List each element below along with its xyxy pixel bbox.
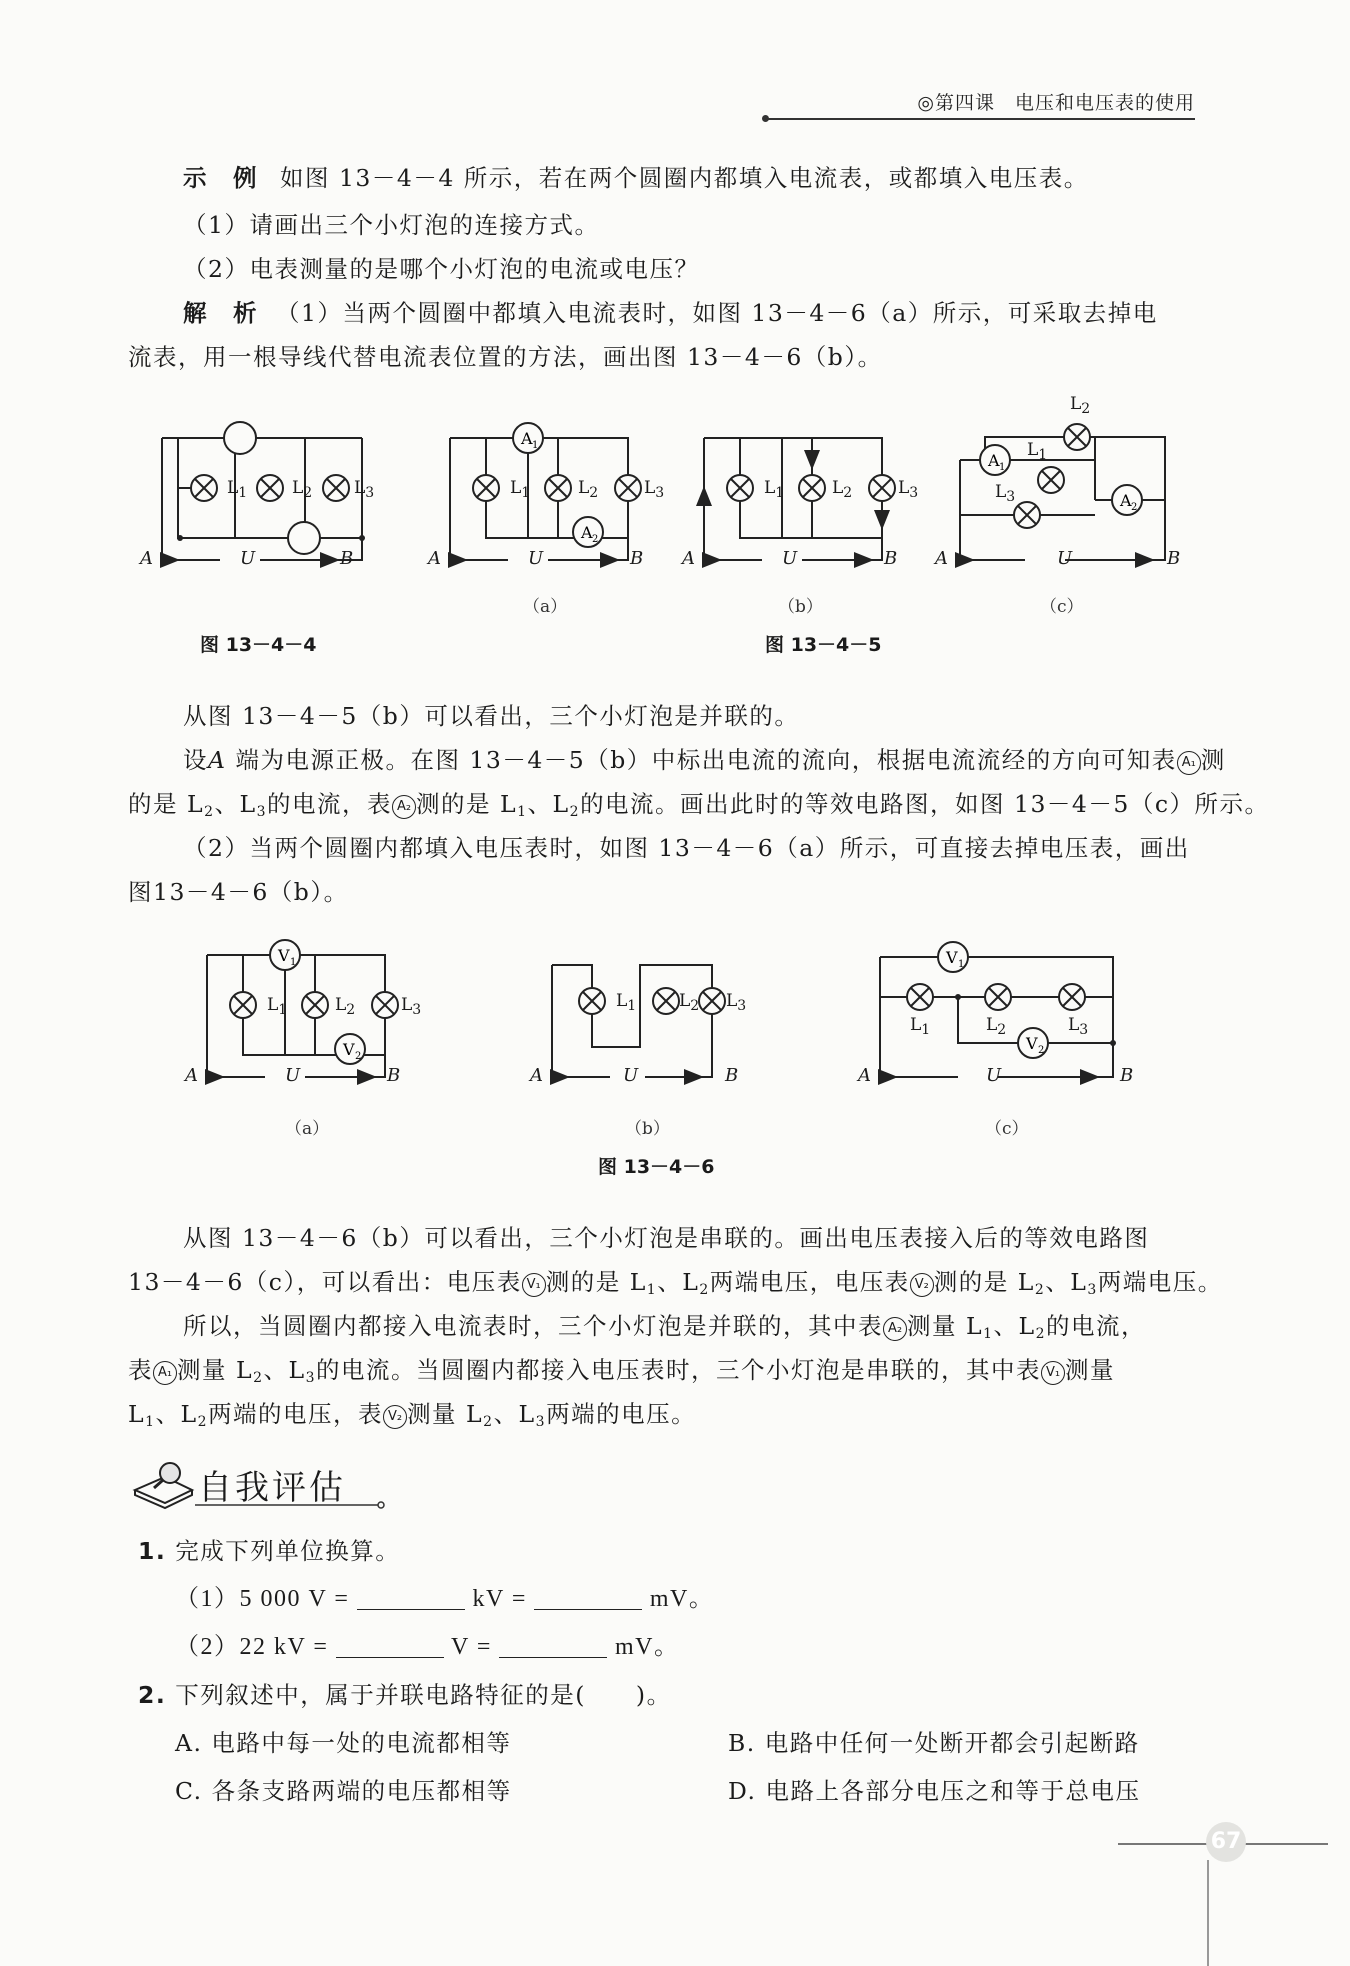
caption-c: （c） [985,1119,1029,1139]
analysis-paragraph-6b: 表 A₁ 测量 $L_2$、$L_3$的电流。当圆圈内都接入电压表时，三个小灯泡是串联的，其中表 V₁ 测量 [128,1356,1116,1386]
label-L1: $L_1$ [1027,440,1048,463]
meter-A2: A [581,523,593,542]
label-L3: $L_3$ [644,478,665,501]
label-A: A [185,1065,198,1086]
label-L2: $L_2$ [292,478,313,501]
label-U: U [285,1065,301,1086]
svg-text:2: 2 [592,534,599,545]
meter-V2: V [343,1040,355,1059]
example-question-2: （2）电表测量的是哪个小灯泡的电流或电压？ [183,255,700,283]
label-B: B [884,548,898,569]
label-L2: $L_2$ [578,478,599,501]
svg-text:1: 1 [290,957,297,968]
label-A: A [858,1065,871,1086]
label-B: B [630,548,644,569]
svg-text:2: 2 [355,1051,362,1062]
footer-vertical-rule [1207,1860,1209,1966]
answer-blank[interactable] [534,1581,642,1610]
option-b[interactable]: B. 电路中任何一处断开都会引起断路 [728,1729,1140,1757]
label-L2: $L_2$ [832,478,853,501]
figure-13-4-6a [185,935,425,1099]
label-B: B [1120,1065,1134,1086]
label-B: B [1167,548,1181,569]
label-A: A [530,1065,543,1086]
question-1: 1. 完成下列单位换算。 [138,1537,401,1565]
label-L1: $L_1$ [227,478,248,501]
caption-b: （b） [625,1119,670,1139]
analysis-paragraph-4a: （2）当两个圆圈内都填入电压表时，如图 13－4－6（a）所示，可直接去掉电压表，画出 [183,834,1190,862]
svg-text:1: 1 [532,440,539,451]
svg-text:2: 2 [1038,1045,1045,1056]
meter-V2: V [1026,1034,1038,1053]
meter-V1: V [278,946,290,965]
label-A: A [140,548,153,569]
analysis-paragraph-6a: 所以，当圆圈内都接入电流表时，三个小灯泡是并联的，其中表 A₂ 测量 $L_1$、$L_2$的电流， [183,1312,1147,1342]
label-L1: $L_1$ [510,478,531,501]
analysis-paragraph-1b: 流表，用一根导线代替电流表位置的方法，画出图 13－4－6（b）。 [128,343,883,371]
analysis-label: 解 析 [183,299,258,327]
label-U: U [1057,548,1073,569]
label-L1: $L_1$ [616,991,637,1014]
self-eval-title: 自我评估 [198,1468,346,1508]
label-L3: $L_3$ [401,995,422,1018]
label-U: U [986,1065,1002,1086]
example-paragraph [128,157,1193,199]
caption-a: （a） [523,597,568,617]
meter-A1: A [521,429,533,448]
example-question-1: （1）请画出三个小灯泡的连接方式。 [183,211,600,239]
question-2: 2. 下列叙述中，属于并联电路特征的是( )。 [138,1681,672,1709]
svg-text:1: 1 [958,959,965,970]
header-rule [765,118,1195,120]
label-L2: $L_2$ [1070,394,1091,417]
voltmeter-v1-symbol: V₁ [522,1273,546,1297]
figure-13-4-6c [858,935,1138,1099]
meter-A1: A [988,451,1000,470]
example-intro: 如图 13－4－4 所示，若在两个圆圈内都填入电流表，或都填入电压表。 [280,164,1089,192]
label-B: B [725,1065,739,1086]
svg-text:1: 1 [999,462,1006,473]
label-A: A [935,548,948,569]
label-L2: $L_2$ [986,1015,1007,1038]
option-a[interactable]: A. 电路中每一处的电流都相等 [175,1729,512,1757]
svg-text:2: 2 [1131,502,1138,513]
answer-blank[interactable] [336,1629,444,1658]
page-number: 67 [1206,1822,1246,1862]
voltmeter-v2-symbol: V₂ [383,1405,407,1429]
label-L3: $L_3$ [726,991,747,1014]
analysis-paragraph-5b: 13－4－6（c），可以看出：电压表 V₁ 测的是 $L_1$、$L_2$两端电压，电压表 V₂ 测的是 $L_2$、$L_3$两端电压。 [128,1268,1223,1298]
label-L3: $L_3$ [1068,1015,1089,1038]
option-c[interactable]: C. 各条支路两端的电压都相等 [175,1777,512,1805]
meter-A2: A [1120,491,1132,510]
analysis-paragraph-6c: $L_1$、$L_2$两端的电压，表 V₂ 测量 $L_2$、$L_3$两端的电压。 [128,1400,697,1430]
caption-b: （b） [778,597,823,617]
answer-blank[interactable] [357,1581,465,1610]
label-L3: $L_3$ [995,482,1016,505]
analysis-paragraph-1 [128,292,1193,334]
figure-13-4-5b [682,418,922,582]
label-U: U [782,548,798,569]
caption-c: （c） [1040,597,1084,617]
figure-13-4-4 [140,418,380,582]
label-L2: $L_2$ [335,995,356,1018]
analysis-paragraph-3b: 的是 $L_2$、$L_3$的电流，表 A₂ 测的是 $L_1$、$L_2$的电流。画出此时的等效电路图，如图 13－4－5（c）所示。 [128,790,1270,820]
circuit-diagram [530,935,750,1095]
label-A: A [428,548,441,569]
question-1-part-2: （2）22 kV = V = mV。 [175,1626,1240,1668]
figure-13-4-6b [530,935,750,1099]
caption-a: （a） [285,1119,330,1139]
ammeter-a2-symbol: A₂ [392,795,416,819]
voltmeter-v2-symbol: V₂ [910,1273,934,1297]
label-L3: $L_3$ [354,478,375,501]
label-L3: $L_3$ [898,478,919,501]
answer-blank[interactable] [499,1629,607,1658]
figure-13-4-5a [428,418,668,582]
analysis-text: （1）当两个圆圈中都填入电流表时，如图 13－4－6（a）所示，可采取去掉电 [276,299,1158,327]
label-U: U [528,548,544,569]
figure-13-4-5c [935,390,1185,584]
meter-V1: V [946,948,958,967]
label-B: B [387,1065,401,1086]
ammeter-a1-symbol: A₁ [1177,751,1201,775]
analysis-paragraph-3a: 设A 端为电源正极。在图 13－4－5（b）中标出电流的流向，根据电流流经的方向可知表 A₁ 测 [183,746,1226,774]
analysis-paragraph-2: 从图 13－4－5（b）可以看出，三个小灯泡是并联的。 [183,702,800,730]
label-L1: $L_1$ [910,1015,931,1038]
label-U: U [623,1065,639,1086]
label-B: B [340,548,354,569]
chapter-header: ◎第四课 电压和电压表的使用 [917,92,1195,114]
figure-title-13-4-5: 图 13－4－5 [765,634,882,656]
label-L1: $L_1$ [267,995,288,1018]
label-L2: $L_2$ [679,991,700,1014]
example-label: 示 例 [183,164,258,192]
question-1-part-1: （1）5 000 V = kV = mV。 [175,1578,1240,1620]
voltmeter-v1-symbol: V₁ [1041,1361,1065,1385]
ammeter-a2-symbol: A₂ [883,1317,907,1341]
option-d[interactable]: D. 电路上各部分电压之和等于总电压 [728,1777,1141,1805]
label-A: A [682,548,695,569]
analysis-paragraph-5a: 从图 13－4－6（b）可以看出，三个小灯泡是串联的。画出电压表接入后的等效电路图 [183,1224,1150,1252]
analysis-paragraph-4b: 图13－4－6（b）。 [128,878,349,906]
figure-title-13-4-6: 图 13－4－6 [598,1156,715,1178]
figure-title-13-4-4: 图 13－4－4 [200,634,317,656]
label-L1: $L_1$ [764,478,785,501]
ammeter-a1-symbol: A₁ [153,1361,177,1385]
label-U: U [240,548,256,569]
